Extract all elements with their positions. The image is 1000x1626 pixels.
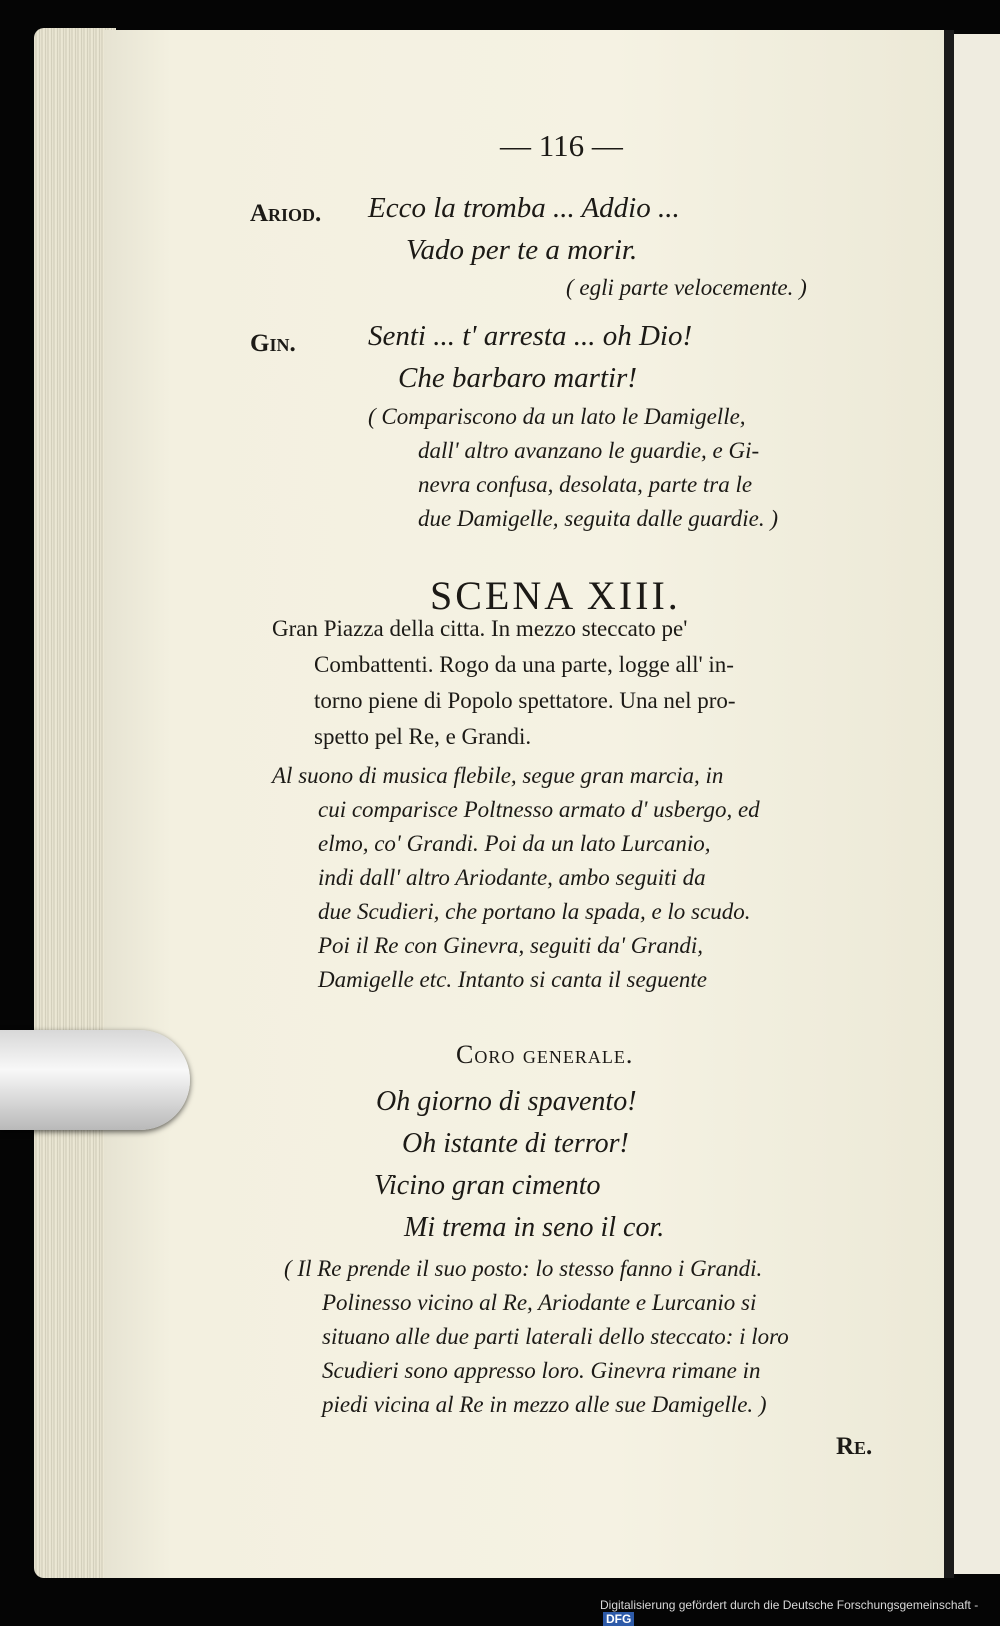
action-line: indi dall' altro Ariodante, ambo seguiti da <box>318 865 706 890</box>
catchword: Re. <box>836 1433 873 1460</box>
action-line: Poi il Re con Ginevra, seguiti da' Grandi, <box>318 933 704 958</box>
stage-direction-line: ( Compariscono da un lato le Damigelle, <box>368 404 746 429</box>
page-number: — 116 — <box>500 128 623 163</box>
chorus-line: Oh istante di terror! <box>402 1128 629 1159</box>
stage-direction-line: dall' altro avanzano le guardie, e Gi- <box>418 438 760 463</box>
stage-direction-line: piedi vicina al Re in mezzo alle sue Damigelle. ) <box>322 1392 767 1417</box>
credit-text: Digitalisierung gefördert durch die Deutsche Forschungsgemeinschaft - <box>600 1598 979 1612</box>
stage-direction-line: nevra confusa, desolata, parte tra le <box>418 472 753 497</box>
action-line: due Scudieri, che portano la spada, e lo scudo. <box>318 899 751 924</box>
speaker-ariod: Ariod. <box>250 200 322 227</box>
book-gutter <box>944 30 954 1578</box>
action-line: Damigelle etc. Intanto si canta il seguente <box>318 967 707 992</box>
stage-direction: ( egli parte velocemente. ) <box>566 275 807 300</box>
chorus-line: Oh giorno di spavento! <box>376 1086 637 1117</box>
verse-line: Senti ... t' arresta ... oh Dio! <box>368 320 693 352</box>
action-line: elmo, co' Grandi. Poi da un lato Lurcanio, <box>318 831 711 856</box>
verse-line: Ecco la tromba ... Addio ... <box>368 192 680 224</box>
chorus-line: Vicino gran cimento <box>374 1170 601 1201</box>
stage-direction-line: ( Il Re prende il suo posto: lo stesso fanno i Grandi. <box>284 1256 763 1281</box>
stage-direction-line: situano alle due parti laterali dello steccato: i loro <box>322 1324 789 1349</box>
chorus-line: Mi trema in seno il cor. <box>404 1212 665 1243</box>
setting-line: spetto pel Re, e Grandi. <box>314 724 532 749</box>
page-clip <box>0 1030 190 1130</box>
stage-direction-line: Polinesso vicino al Re, Ariodante e Lurcanio si <box>322 1290 757 1315</box>
setting-line: torno piene di Popolo spettatore. Una nel pro- <box>314 688 736 713</box>
chorus-heading: Coro generale. <box>456 1040 634 1069</box>
digitization-credit <box>600 1598 1000 1626</box>
verse-line: Vado per te a morir. <box>406 234 638 266</box>
verse-line: Che barbaro martir! <box>398 362 637 394</box>
setting-line: Gran Piazza della citta. In mezzo steccato pe' <box>272 616 688 641</box>
action-line: Al suono di musica flebile, segue gran marcia, in <box>272 763 724 788</box>
stage-direction-line: Scudieri sono appresso loro. Ginevra rimane in <box>322 1358 761 1383</box>
setting-line: Combattenti. Rogo da una parte, logge all' in- <box>314 652 734 677</box>
speaker-gin: Gin. <box>250 330 296 357</box>
action-line: cui comparisce Poltnesso armato d' usbergo, ed <box>318 797 760 822</box>
dfg-logo: DFG <box>603 1612 634 1626</box>
stage-direction-line: due Damigelle, seguita dalle guardie. ) <box>418 506 779 531</box>
scene-title: SCENA XIII. <box>430 573 681 618</box>
facing-page-edge <box>954 34 1000 1574</box>
